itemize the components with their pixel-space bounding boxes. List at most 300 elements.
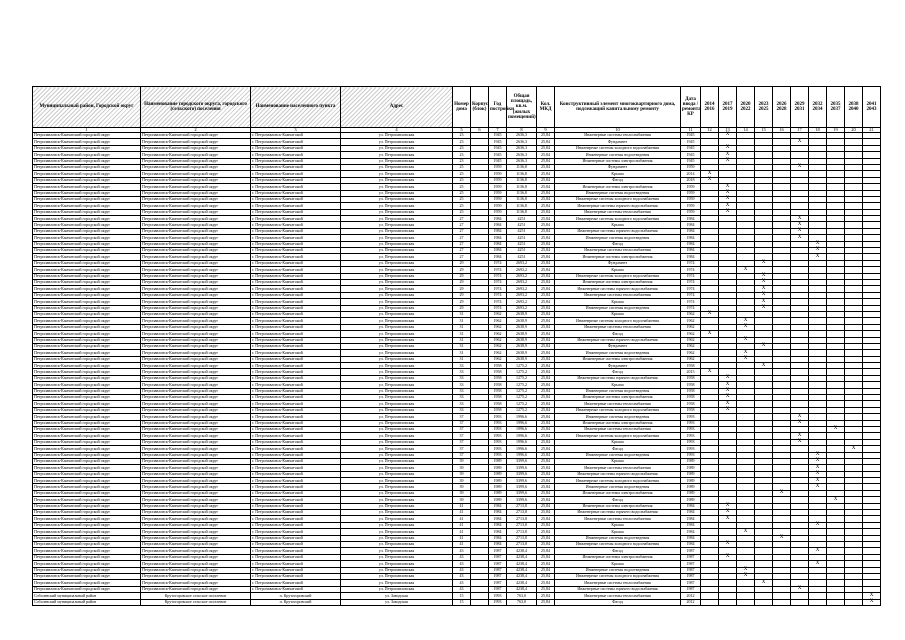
table-cell: г. Петропавловск-Камчатский	[251, 196, 341, 202]
column-header: 2032 2034	[809, 87, 827, 128]
table-cell: 2713,8	[507, 522, 537, 528]
table-cell: ул. Петропавловская	[341, 561, 453, 567]
period-mark: X	[791, 414, 809, 420]
table-cell: ул. Петропавловская	[341, 439, 453, 445]
table-cell: г. Петропавловск-Камчатский	[251, 145, 341, 151]
table-cell: 1984	[489, 542, 507, 548]
table-cell: Петропавловск-Камчатский городской округ	[33, 158, 141, 164]
table-cell: 25,84	[537, 324, 555, 330]
table-cell: 29	[453, 299, 471, 305]
table-cell: Петропавловск-Камчатский городской округ	[141, 426, 251, 432]
table-cell: 2693,2	[507, 292, 537, 298]
table-cell: 1993	[489, 593, 507, 599]
table-cell: 33	[453, 363, 471, 369]
table-cell: Петропавловск-Камчатский городской округ	[141, 350, 251, 356]
table-cell: 1996,6	[507, 439, 537, 445]
table-cell: 3399,6	[507, 478, 537, 484]
table-cell: 1989	[681, 484, 701, 490]
table-cell: 43	[453, 561, 471, 567]
table-cell: 1958	[681, 382, 701, 388]
table-cell: 1959	[489, 209, 507, 215]
table-cell: 1984	[681, 503, 701, 509]
period-mark: X	[701, 177, 719, 183]
table-cell: 1959	[489, 190, 507, 196]
table-cell: 25,84	[537, 190, 555, 196]
table-cell: 41	[453, 516, 471, 522]
table-cell: 1993	[489, 420, 507, 426]
table-cell: г. Петропавловск-Камчатский	[251, 139, 341, 145]
table-cell: Петропавловск-Камчатский городской округ	[141, 414, 251, 420]
table-cell: г. Петропавловск-Камчатский	[251, 254, 341, 260]
table-cell: Петропавловск-Камчатский городской округ	[33, 446, 141, 452]
table-cell: ул. Петропавловская	[341, 343, 453, 349]
table-cell: Инженерные системы горячего водоснабжения	[555, 586, 681, 592]
table-cell: Инженерные системы электроснабжения	[555, 158, 681, 164]
table-cell: г. Петропавловск-Камчатский	[251, 228, 341, 234]
table-cell	[701, 599, 719, 605]
table-cell: 1993	[681, 420, 701, 426]
table-cell: Петропавловск-Камчатский городской округ	[33, 561, 141, 567]
table-cell: 1974	[489, 305, 507, 311]
table-cell: 25	[453, 171, 471, 177]
table-cell: 29	[453, 273, 471, 279]
table-cell: Петропавловск-Камчатский городской округ	[141, 145, 251, 151]
table-cell: 1275,2	[507, 388, 537, 394]
table-cell: 1958	[489, 375, 507, 381]
table-cell: 25,84	[537, 490, 555, 496]
table-cell: Фундамент	[555, 363, 681, 369]
table-cell: 23	[453, 158, 471, 164]
table-cell: 1958	[489, 407, 507, 413]
table-cell: Инженерные системы водоотведения	[555, 305, 681, 311]
table-cell: ул. Петропавловская	[341, 254, 453, 260]
column-number: 7	[489, 128, 507, 133]
table-cell: Петропавловск-Камчатский городской округ	[33, 235, 141, 241]
table-cell: 1996,6	[507, 426, 537, 432]
table-cell: 2638,9	[507, 356, 537, 362]
table-cell: г. Петропавловск-Камчатский	[251, 567, 341, 573]
period-mark: X	[809, 471, 827, 477]
table-cell: Петропавловск-Камчатский городской округ	[33, 228, 141, 234]
table-cell: Петропавловск-Камчатский городской округ	[33, 324, 141, 330]
table-cell: 1989	[681, 465, 701, 471]
table-cell: г. Петропавловск-Камчатский	[251, 548, 341, 554]
period-mark: X	[755, 305, 773, 311]
table-cell: г. Петропавловск-Камчатский	[251, 529, 341, 535]
table-cell: Петропавловск-Камчатский городской округ	[33, 388, 141, 394]
table-cell: 2693,2	[507, 267, 537, 273]
table-cell: 25,84	[537, 522, 555, 528]
table-cell: 31	[453, 350, 471, 356]
table-cell: 1984	[681, 542, 701, 548]
table-cell: г. Петропавловск-Камчатский	[251, 324, 341, 330]
table-cell: Инженерные системы водоотведения	[555, 414, 681, 420]
table-cell: Петропавловск-Камчатский городской округ	[141, 286, 251, 292]
table-cell: Петропавловск-Камчатский городской округ	[141, 522, 251, 528]
table-cell: 1275,2	[507, 395, 537, 401]
table-cell: 1275,2	[507, 375, 537, 381]
column-number: 3	[251, 128, 341, 133]
table-cell: 1989	[489, 490, 507, 496]
period-mark: X	[863, 599, 881, 605]
table-cell: Петропавловск-Камчатский городской округ	[141, 554, 251, 560]
table-cell: 25,84	[537, 510, 555, 516]
column-number: 8	[507, 128, 537, 133]
table-cell: Петропавловск-Камчатский городской округ	[141, 324, 251, 330]
table-cell: Петропавловск-Камчатский городской округ	[33, 452, 141, 458]
table-cell: 39	[453, 458, 471, 464]
table-cell: 1984	[489, 216, 507, 222]
table-cell: Петропавловск-Камчатский городской округ	[141, 573, 251, 579]
table-cell: 33	[453, 375, 471, 381]
table-cell: 1275,2	[507, 407, 537, 413]
table-cell: ул. Петропавловская	[341, 465, 453, 471]
column-header: Кол. МКД	[537, 87, 555, 128]
table-cell: ул. Петропавловская	[341, 542, 453, 548]
table-cell: ул. Петропавловская	[341, 522, 453, 528]
table-cell: 25,84	[537, 356, 555, 362]
period-mark: X	[755, 343, 773, 349]
table-cell: Инженерные системы электроснабжения	[555, 503, 681, 509]
table-cell: ул. Петропавловская	[341, 510, 453, 516]
table-cell: 41	[453, 542, 471, 548]
table-cell: 1958	[489, 401, 507, 407]
table-cell: 1974	[489, 279, 507, 285]
table-cell: Петропавловск-Камчатский городской округ	[33, 139, 141, 145]
table-cell: 25,84	[537, 561, 555, 567]
period-mark: X	[809, 522, 827, 528]
period-mark: X	[755, 279, 773, 285]
table-cell: 25,84	[537, 350, 555, 356]
table-cell: г. Петропавловск-Камчатский	[251, 433, 341, 439]
table-cell: г. Петропавловск-Камчатский	[251, 158, 341, 164]
table-cell: 2638,9	[507, 350, 537, 356]
period-mark: X	[791, 586, 809, 592]
table-cell: 763,0	[507, 599, 537, 605]
table-cell: 1987	[489, 554, 507, 560]
table-cell: Инженерные системы горячего водоснабжения	[555, 510, 681, 516]
table-cell: 37	[453, 439, 471, 445]
table-cell: ул. Петропавловская	[341, 241, 453, 247]
table-cell: 1996,6	[507, 433, 537, 439]
table-cell: 25,84	[537, 363, 555, 369]
table-cell: 1959	[489, 171, 507, 177]
table-cell: 1962	[681, 343, 701, 349]
table-cell: Фасад	[555, 369, 681, 375]
table-cell: Крыша	[555, 458, 681, 464]
table-cell: 1959	[489, 177, 507, 183]
table-cell: 27	[453, 248, 471, 254]
table-cell: 3399,6	[507, 465, 537, 471]
table-cell: 39	[453, 484, 471, 490]
table-cell: Петропавловск-Камчатский городской округ	[33, 439, 141, 445]
table-cell: 25,84	[537, 305, 555, 311]
table-cell: ул. Петропавловская	[341, 331, 453, 337]
table-cell: г. Петропавловск-Камчатский	[251, 522, 341, 528]
table-cell: Петропавловск-Камчатский городской округ	[33, 305, 141, 311]
table-cell: ул. Петропавловская	[341, 535, 453, 541]
table-cell: Петропавловск-Камчатский городской округ	[141, 497, 251, 503]
column-header: Наименование населенного пункта	[251, 87, 341, 128]
table-cell: ул. Петропавловская	[341, 228, 453, 234]
table-cell: 4251	[507, 254, 537, 260]
table-cell: 1984	[681, 535, 701, 541]
table-cell: ул. Петропавловская	[341, 586, 453, 592]
table-cell: Фасад	[555, 241, 681, 247]
period-mark: X	[719, 382, 737, 388]
period-mark: X	[719, 401, 737, 407]
table-cell: Петропавловск-Камчатский городской округ	[33, 299, 141, 305]
table-cell: 4238,4	[507, 554, 537, 560]
table-cell: Фасад	[555, 177, 681, 183]
table-cell: 33	[453, 395, 471, 401]
table-cell: ул. Петропавловская	[341, 286, 453, 292]
table-cell: ул. Петропавловская	[341, 420, 453, 426]
table-cell: 2638,9	[507, 324, 537, 330]
table-cell: 1996,6	[507, 420, 537, 426]
table-cell: 1989	[681, 490, 701, 496]
table-cell: 37	[453, 452, 471, 458]
table-cell: Петропавловск-Камчатский городской округ	[141, 471, 251, 477]
table-cell: Петропавловск-Камчатский городской округ	[33, 375, 141, 381]
table-cell: г. Петропавловск-Камчатский	[251, 267, 341, 273]
table-cell: ул. Петропавловская	[341, 292, 453, 298]
table-cell: Инженерные системы водоотведения	[555, 567, 681, 573]
table-cell: Петропавловск-Камчатский городской округ	[33, 203, 141, 209]
table-cell: 2636,3	[507, 139, 537, 145]
table-cell: 33	[453, 407, 471, 413]
table-cell: 25,84	[537, 433, 555, 439]
table-cell: 1989	[681, 471, 701, 477]
table-cell: 2713,8	[507, 529, 537, 535]
column-number: 4	[341, 128, 453, 133]
table-cell: 1984	[681, 222, 701, 228]
table-cell: г. Петропавловск-Камчатский	[251, 420, 341, 426]
period-mark: X	[719, 133, 737, 139]
table-cell: 1989	[489, 471, 507, 477]
table-cell: 3399,6	[507, 471, 537, 477]
table-cell: Петропавловск-Камчатский городской округ	[141, 190, 251, 196]
table-cell: 25,84	[537, 414, 555, 420]
table-cell: 4238,4	[507, 573, 537, 579]
table-cell: г. Петропавловск-Камчатский	[251, 286, 341, 292]
table-cell: 1987	[681, 586, 701, 592]
table-cell: ул. Петропавловская	[341, 190, 453, 196]
table-cell: 29	[453, 267, 471, 273]
table-cell: 1974	[489, 299, 507, 305]
column-number: 5	[453, 128, 471, 133]
table-cell: 1962	[489, 337, 507, 343]
table-cell: Петропавловск-Камчатский городской округ	[141, 241, 251, 247]
table-cell: 1996,6	[507, 446, 537, 452]
table-cell: Петропавловск-Камчатский городской округ	[33, 490, 141, 496]
table-cell: 1945	[489, 152, 507, 158]
table-cell: Инженерные системы горячего водоснабжения	[555, 203, 681, 209]
table-cell: 1993	[489, 452, 507, 458]
table-cell: 25,84	[537, 516, 555, 522]
table-cell: г. Петропавловск-Камчатский	[251, 235, 341, 241]
table-cell: 25,84	[537, 369, 555, 375]
table-cell: 2693,2	[507, 273, 537, 279]
table-cell: ул. Петропавловская	[341, 478, 453, 484]
table-cell: г. Петропавловск-Камчатский	[251, 171, 341, 177]
table-cell: Петропавловск-Камчатский городской округ	[33, 216, 141, 222]
table-cell: Петропавловск-Камчатский городской округ	[141, 343, 251, 349]
table-cell: 43	[453, 567, 471, 573]
table-cell: Инженерные системы горячего водоснабжения	[555, 471, 681, 477]
table-cell: Петропавловск-Камчатский городской округ	[141, 401, 251, 407]
table-cell: 1987	[489, 561, 507, 567]
table-cell: Крыша	[555, 561, 681, 567]
table-cell: ул. Петропавловская	[341, 363, 453, 369]
table-cell: г. Петропавловск-Камчатский	[251, 331, 341, 337]
column-header: 2035 2037	[827, 87, 845, 128]
period-mark: X	[719, 407, 737, 413]
table-cell	[809, 599, 827, 605]
table-cell: ул. Петропавловская	[341, 267, 453, 273]
table-cell: Петропавловск-Камчатский городской округ	[141, 478, 251, 484]
table-cell	[755, 599, 773, 605]
table-cell: Петропавловск-Камчатский городской округ	[141, 503, 251, 509]
table-cell: ул. Петропавловская	[341, 337, 453, 343]
table-cell: 1136,8	[507, 196, 537, 202]
table-cell: 25,84	[537, 573, 555, 579]
table-cell: 41	[453, 503, 471, 509]
table-cell: 1993	[681, 446, 701, 452]
table-cell: 25	[453, 209, 471, 215]
column-header: 2023 2025	[755, 87, 773, 128]
table-cell: Крыша	[555, 439, 681, 445]
table-cell: ул. Петропавловская	[341, 305, 453, 311]
table-cell: ул. Петропавловская	[341, 133, 453, 139]
table-cell: Петропавловск-Камчатский городской округ	[141, 356, 251, 362]
table-cell: 25,84	[537, 497, 555, 503]
table-cell: 2012	[681, 593, 701, 599]
table-cell: ул. Петропавловская	[341, 299, 453, 305]
table-cell: ул. Петропавловская	[341, 548, 453, 554]
table-cell: 33	[453, 382, 471, 388]
period-mark: X	[791, 433, 809, 439]
table-cell: Петропавловск-Камчатский городской округ	[33, 292, 141, 298]
table-cell: Петропавловск-Камчатский городской округ	[141, 439, 251, 445]
table-cell: Петропавловск-Камчатский городской округ	[141, 382, 251, 388]
table-cell: 1962	[489, 318, 507, 324]
period-mark: X	[791, 216, 809, 222]
table-cell: 37	[453, 414, 471, 420]
table-cell: г. Петропавловск-Камчатский	[251, 554, 341, 560]
column-header: 2017 2019	[719, 87, 737, 128]
table-cell: г. Петропавловск-Камчатский	[251, 375, 341, 381]
table-cell: ул. Петропавловская	[341, 407, 453, 413]
table-cell: ул. Петропавловская	[341, 171, 453, 177]
column-number: 13	[719, 128, 737, 133]
table-cell: 1984	[489, 254, 507, 260]
table-cell: 1275,2	[507, 401, 537, 407]
period-mark: X	[755, 273, 773, 279]
table-cell: 25,84	[537, 337, 555, 343]
table-cell: 1136,8	[507, 177, 537, 183]
table-cell: Петропавловск-Камчатский городской округ	[33, 222, 141, 228]
table-cell: 1974	[681, 286, 701, 292]
column-header: 2041 2043	[863, 87, 881, 128]
table-cell: г. Петропавловск-Камчатский	[251, 503, 341, 509]
table-cell: 1945	[489, 145, 507, 151]
table-cell: г. Петропавловск-Камчатский	[251, 356, 341, 362]
table-cell: Петропавловск-Камчатский городской округ	[141, 548, 251, 554]
table-cell: 2713,8	[507, 503, 537, 509]
table-cell: 1987	[681, 580, 701, 586]
table-cell: 1984	[681, 529, 701, 535]
table-cell: 25,84	[537, 407, 555, 413]
table-cell: 3399,6	[507, 497, 537, 503]
period-mark: X	[791, 164, 809, 170]
column-number: 15	[755, 128, 773, 133]
table-cell: Инженерные системы горячего водоснабжения	[555, 286, 681, 292]
period-mark: X	[719, 158, 737, 164]
table-cell: 29	[453, 286, 471, 292]
table-cell: г. Петропавловск-Камчатский	[251, 184, 341, 190]
table-cell: ул. Петропавловская	[341, 350, 453, 356]
table-cell: 1984	[489, 516, 507, 522]
table-cell: Петропавловск-Камчатский городской округ	[33, 209, 141, 215]
table-cell: 1987	[681, 573, 701, 579]
period-mark: X	[755, 580, 773, 586]
period-mark: X	[719, 203, 737, 209]
table-cell: 1958	[681, 395, 701, 401]
table-cell: 1959	[489, 164, 507, 170]
table-cell: 1958	[681, 363, 701, 369]
table-cell: Крыша	[555, 222, 681, 228]
table-cell: 1987	[489, 548, 507, 554]
table-cell: 1974	[681, 267, 701, 273]
table-cell: Крыша	[555, 311, 681, 317]
table-cell: Петропавловск-Камчатский городской округ	[33, 356, 141, 362]
table-cell: Петропавловск-Камчатский городской округ	[33, 542, 141, 548]
table-cell: 1959	[489, 203, 507, 209]
table-cell: 1984	[681, 248, 701, 254]
table-cell: 2638,9	[507, 337, 537, 343]
table-cell: г. Петропавловск-Камчатский	[251, 458, 341, 464]
table-cell: 1136,8	[507, 164, 537, 170]
table-cell: 1989	[489, 478, 507, 484]
table-cell: 25,84	[537, 203, 555, 209]
table-cell: Петропавловск-Камчатский городской округ	[141, 209, 251, 215]
table-cell: г. Петропавловск-Камчатский	[251, 471, 341, 477]
table-cell: г. Петропавловск-Камчатский	[251, 343, 341, 349]
table-cell: ул. Петропавловская	[341, 529, 453, 535]
table-cell: Инженерные системы теплоснабжения	[555, 292, 681, 298]
table-cell: ул. Петропавловская	[341, 382, 453, 388]
period-mark: X	[719, 152, 737, 158]
table-cell: г. Петропавловск-Камчатский	[251, 177, 341, 183]
table-cell: г. Петропавловск-Камчатский	[251, 452, 341, 458]
table-cell: ул. Петропавловская	[341, 260, 453, 266]
table-cell: 39	[453, 471, 471, 477]
table-cell: 25,84	[537, 145, 555, 151]
table-cell: 25,84	[537, 273, 555, 279]
table-cell: 1987	[489, 580, 507, 586]
period-mark: X	[755, 363, 773, 369]
column-header: Адрес	[341, 87, 453, 128]
table-cell: г. Петропавловск-Камчатский	[251, 305, 341, 311]
table-cell: ул. Петропавловская	[341, 279, 453, 285]
table-cell: 4251	[507, 248, 537, 254]
table-cell: 25,84	[537, 196, 555, 202]
table-cell: 1984	[681, 241, 701, 247]
table-cell: 39	[453, 497, 471, 503]
table-cell: ул. Петропавловская	[341, 573, 453, 579]
table-cell: 1984	[489, 235, 507, 241]
